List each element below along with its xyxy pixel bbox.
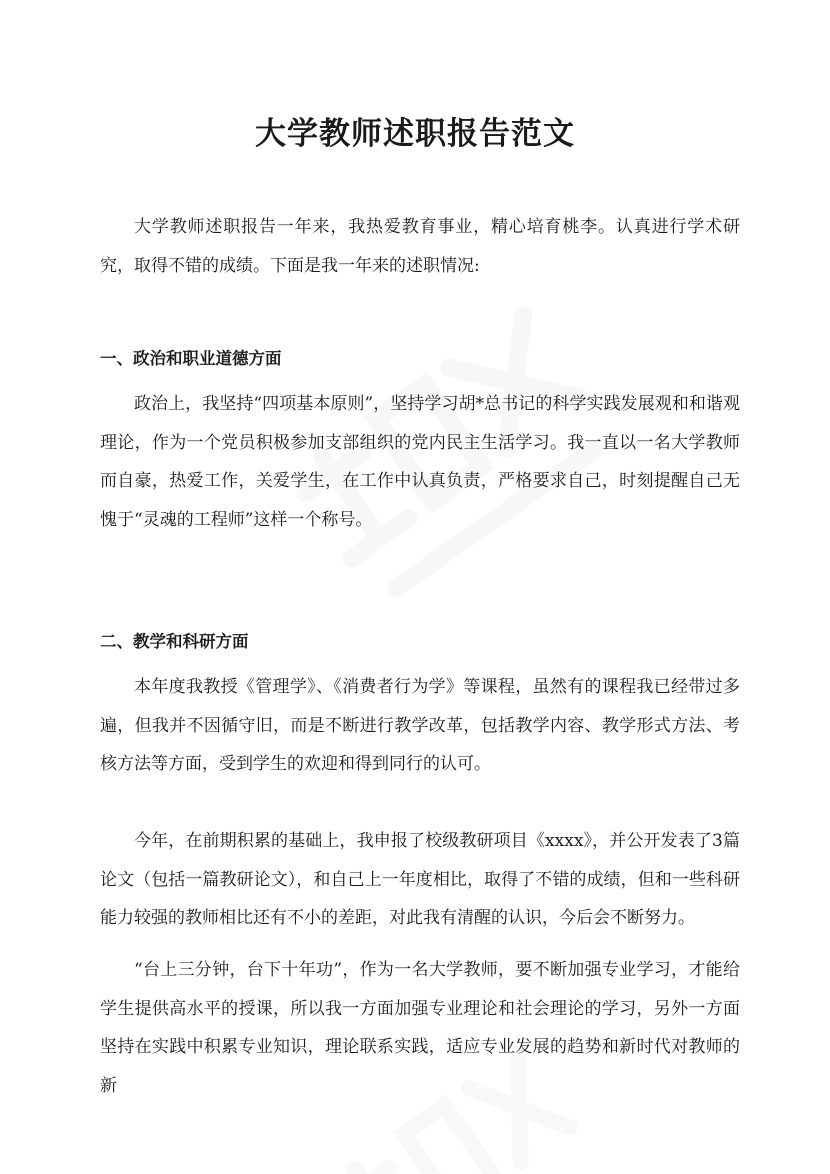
teaching-paragraph-1: 本年度我教授《管理学》、《消费者行为学》等课程，虽然有的课程我已经带过多遍，但我并不因循守旧，而是不断进行教学改革，包括教学内容、教学形式方法、考核方法等方面，受到学生的欢迎和得到同行的认可。 [100,677,740,774]
section-heading-political: 一、政治和职业道德方面 [100,349,282,368]
section-heading-teaching: 二、教学和科研方面 [100,632,249,651]
document-title: 大学教师述职报告范文 [255,116,575,152]
teaching-paragraph-3: “台上三分钟，台下十年功”，作为一名大学教师，要不断加强专业学习，才能给学生提供高水平的授课，所以我一方面加强专业理论和社会理论的学习，另外一方面坚持在实践中积累专业知识，理论联系实践，适应专业发展的趋势和新时代对教师的新 [100,960,740,1096]
political-paragraph: 政治上，我坚持“四项基本原则”，坚持学习胡*总书记的科学实践发展观和和谐观理论，作为一个党员积极参加支部组织的党内民主生活学习。我一直以一名大学教师而自豪，热爱工作，关爱学生，在工作中认真负责，严格要求自己，时刻提醒自己无愧于“灵魂的工程师”这样一个称号。 [100,394,740,530]
intro-paragraph: 大学教师述职报告一年来，我热爱教育事业，精心培育桃李。认真进行学术研究，取得不错的成绩。下面是我一年来的述职情况: [100,217,740,276]
teaching-paragraph-2: 今年，在前期积累的基础上，我申报了校级教研项目《xxxx》，并公开发表了3篇论文（包括一篇教研论文），和自己上一年度相比，取得了不错的成绩，但和一些科研能力较强的教师相比还有不小的差距，对此我有清醒的认识，今后会不断努力。 [100,831,740,928]
